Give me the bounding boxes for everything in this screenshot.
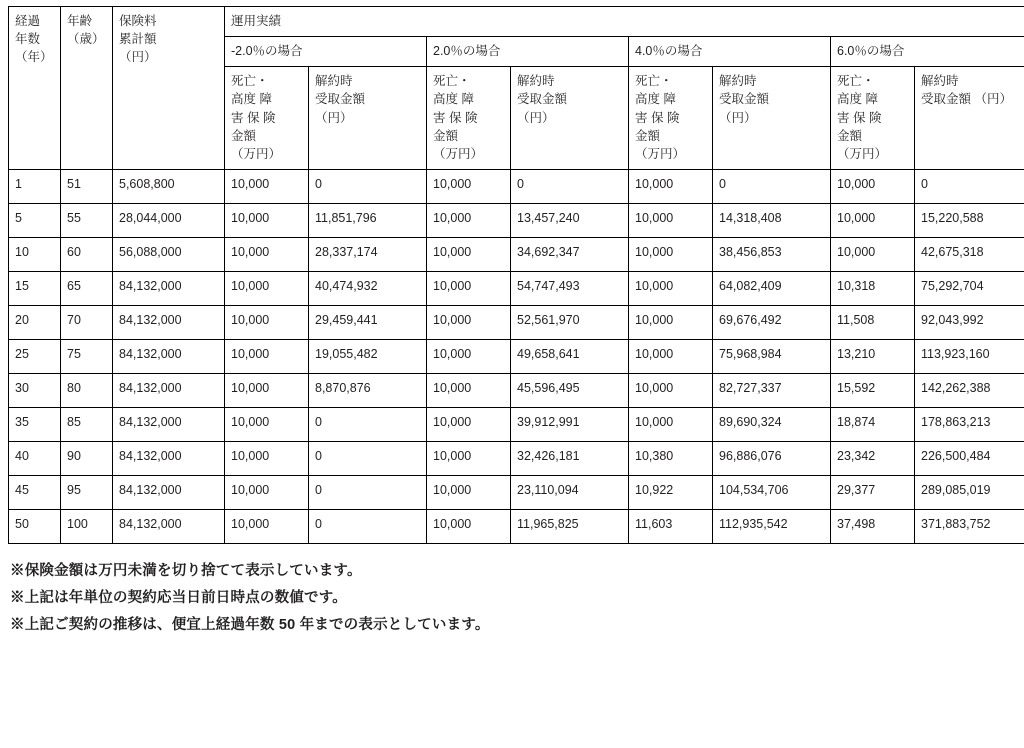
death-hdr-line3: 害 保 険 [635,110,680,125]
header-death-benefit-1 [225,67,309,170]
header-row-group [9,7,1024,37]
header-elapsed-years [9,7,61,170]
cell-surrender-value-1: 28,337,174 [309,237,427,271]
death-hdr-line2: 高度 障 [635,92,676,107]
header-elapsed-years-line2: 年数 [15,32,41,47]
cell-elapsed-years: 35 [9,407,61,441]
header-age [61,7,113,170]
table-row [9,169,1024,203]
cell-death-benefit-3: 10,000 [629,271,713,305]
death-hdr-line4: 金額 [837,128,863,143]
death-hdr-line2: 高度 障 [433,92,474,107]
header-scenario-4: 4.0％の場合 [629,37,831,67]
cell-surrender-value-1: 0 [309,475,427,509]
cell-death-benefit-4: 10,000 [831,169,915,203]
cell-surrender-value-1: 0 [309,441,427,475]
cell-surrender-value-1: 40,474,932 [309,271,427,305]
death-hdr-line2: 高度 障 [837,92,878,107]
cell-surrender-value-3: 14,318,408 [713,203,831,237]
table-row [9,509,1024,543]
cell-death-benefit-4: 10,000 [831,203,915,237]
cell-surrender-value-1: 0 [309,509,427,543]
death-hdr-line5: （万円） [433,146,484,161]
cell-death-benefit-1: 10,000 [225,373,309,407]
cell-surrender-value-2: 52,561,970 [511,305,629,339]
cell-surrender-value-2: 54,747,493 [511,271,629,305]
cell-surrender-value-3: 69,676,492 [713,305,831,339]
cell-death-benefit-3: 10,000 [629,373,713,407]
cell-premium-total: 84,132,000 [113,305,225,339]
table-body [9,169,1024,543]
cell-elapsed-years: 1 [9,169,61,203]
header-scenario-6: 6.0％の場合 [831,37,1024,67]
cell-surrender-value-4: 142,262,388 [915,373,1024,407]
cell-surrender-value-3: 82,727,337 [713,373,831,407]
header-premium-total [113,7,225,170]
cell-death-benefit-4: 11,508 [831,305,915,339]
cell-elapsed-years: 20 [9,305,61,339]
cell-premium-total: 84,132,000 [113,373,225,407]
cell-death-benefit-3: 10,000 [629,305,713,339]
table-row [9,339,1024,373]
table-row [9,373,1024,407]
table-row [9,305,1024,339]
cell-age: 80 [61,373,113,407]
table-row [9,237,1024,271]
note-1: ※保険金額は万円未満を切り捨てて表示しています。 [10,562,362,579]
cell-surrender-value-1: 11,851,796 [309,203,427,237]
surr-hdr-line3: （円） [719,110,757,125]
table-header [9,7,1024,170]
cell-age: 90 [61,441,113,475]
header-death-benefit-2 [427,67,511,170]
cell-surrender-value-3: 38,456,853 [713,237,831,271]
death-hdr-line1: 死亡・ [433,74,471,89]
death-hdr-line2: 高度 障 [231,92,272,107]
cell-surrender-value-4: 371,883,752 [915,509,1024,543]
cell-death-benefit-4: 10,000 [831,237,915,271]
cell-death-benefit-2: 10,000 [427,407,511,441]
cell-death-benefit-4: 37,498 [831,509,915,543]
cell-surrender-value-1: 19,055,482 [309,339,427,373]
cell-death-benefit-2: 10,000 [427,475,511,509]
cell-premium-total: 28,044,000 [113,203,225,237]
table-row [9,441,1024,475]
cell-surrender-value-2: 23,110,094 [511,475,629,509]
cell-death-benefit-4: 18,874 [831,407,915,441]
death-hdr-line3: 害 保 険 [837,110,882,125]
surr-hdr-line2: 受取金額 [921,92,972,107]
cell-surrender-value-1: 29,459,441 [309,305,427,339]
death-hdr-line4: 金額 [433,128,459,143]
cell-death-benefit-1: 10,000 [225,271,309,305]
cell-surrender-value-4: 289,085,019 [915,475,1024,509]
cell-surrender-value-4: 178,863,213 [915,407,1024,441]
death-hdr-line4: 金額 [635,128,661,143]
surr-hdr-line2: 受取金額 [719,92,770,107]
header-performance-group: 運用実績 [225,7,1024,37]
cell-surrender-value-4: 42,675,318 [915,237,1024,271]
cell-premium-total: 84,132,000 [113,475,225,509]
cell-death-benefit-2: 10,000 [427,203,511,237]
cell-premium-total: 84,132,000 [113,339,225,373]
cell-elapsed-years: 30 [9,373,61,407]
cell-death-benefit-1: 10,000 [225,509,309,543]
cell-age: 65 [61,271,113,305]
cell-death-benefit-1: 10,000 [225,441,309,475]
death-hdr-line1: 死亡・ [231,74,269,89]
cell-premium-total: 56,088,000 [113,237,225,271]
cell-death-benefit-2: 10,000 [427,509,511,543]
cell-surrender-value-3: 75,968,984 [713,339,831,373]
cell-surrender-value-2: 39,912,991 [511,407,629,441]
death-hdr-line5: （万円） [837,146,888,161]
cell-death-benefit-3: 10,000 [629,203,713,237]
cell-age: 95 [61,475,113,509]
cell-elapsed-years: 45 [9,475,61,509]
header-age-line2: （歳） [67,32,105,47]
header-surrender-value-3 [713,67,831,170]
cell-surrender-value-4: 15,220,588 [915,203,1024,237]
header-premium-line2: 累計額 [119,32,157,47]
cell-surrender-value-1: 8,870,876 [309,373,427,407]
header-elapsed-years-line1: 経過 [15,14,41,28]
notes-block [10,558,1018,638]
header-surrender-value-1 [309,67,427,170]
header-death-benefit-3 [629,67,713,170]
cell-death-benefit-1: 10,000 [225,203,309,237]
surr-hdr-line2: 受取金額 [517,92,568,107]
note-2: ※上記は年単位の契約応当日前日時点の数値です。 [10,589,347,606]
cell-death-benefit-3: 11,603 [629,509,713,543]
cell-surrender-value-3: 89,690,324 [713,407,831,441]
cell-age: 85 [61,407,113,441]
cell-premium-total: 5,608,800 [113,169,225,203]
cell-age: 55 [61,203,113,237]
header-premium-line1: 保険料 [119,14,157,28]
cell-death-benefit-1: 10,000 [225,475,309,509]
cell-death-benefit-2: 10,000 [427,339,511,373]
cell-surrender-value-4: 0 [915,169,1024,203]
cell-death-benefit-1: 10,000 [225,305,309,339]
death-hdr-line3: 害 保 険 [433,110,478,125]
cell-death-benefit-2: 10,000 [427,305,511,339]
cell-death-benefit-1: 10,000 [225,407,309,441]
cell-surrender-value-2: 0 [511,169,629,203]
cell-elapsed-years: 10 [9,237,61,271]
surr-hdr-line1: 解約時 [921,74,959,89]
cell-death-benefit-3: 10,000 [629,407,713,441]
death-hdr-line4: 金額 [231,128,257,143]
cell-premium-total: 84,132,000 [113,271,225,305]
cell-premium-total: 84,132,000 [113,441,225,475]
table-row [9,407,1024,441]
cell-surrender-value-2: 49,658,641 [511,339,629,373]
header-death-benefit-4 [831,67,915,170]
cell-surrender-value-4: 113,923,160 [915,339,1024,373]
cell-age: 70 [61,305,113,339]
death-hdr-line5: （万円） [635,146,686,161]
cell-surrender-value-2: 34,692,347 [511,237,629,271]
cell-death-benefit-3: 10,000 [629,237,713,271]
cell-death-benefit-2: 10,000 [427,271,511,305]
cell-death-benefit-2: 10,000 [427,373,511,407]
table-row [9,271,1024,305]
cell-surrender-value-4: 226,500,484 [915,441,1024,475]
death-hdr-line1: 死亡・ [837,74,875,89]
header-premium-line3: （円） [119,50,157,65]
cell-death-benefit-3: 10,922 [629,475,713,509]
cell-surrender-value-3: 112,935,542 [713,509,831,543]
cell-death-benefit-3: 10,000 [629,339,713,373]
cell-death-benefit-3: 10,380 [629,441,713,475]
cell-surrender-value-1: 0 [309,169,427,203]
cell-surrender-value-2: 32,426,181 [511,441,629,475]
header-scenario-2: 2.0％の場合 [427,37,629,67]
cell-surrender-value-4: 92,043,992 [915,305,1024,339]
cell-death-benefit-2: 10,000 [427,237,511,271]
surr-hdr-line1: 解約時 [315,74,353,89]
performance-table [8,6,1024,544]
cell-surrender-value-2: 45,596,495 [511,373,629,407]
header-surrender-value-4 [915,67,1024,170]
cell-elapsed-years: 50 [9,509,61,543]
cell-age: 75 [61,339,113,373]
surr-hdr-line1: 解約時 [517,74,555,89]
cell-surrender-value-2: 13,457,240 [511,203,629,237]
cell-premium-total: 84,132,000 [113,509,225,543]
cell-elapsed-years: 40 [9,441,61,475]
cell-premium-total: 84,132,000 [113,407,225,441]
cell-death-benefit-4: 15,592 [831,373,915,407]
cell-death-benefit-4: 10,318 [831,271,915,305]
death-hdr-line3: 害 保 険 [231,110,276,125]
cell-age: 60 [61,237,113,271]
cell-surrender-value-2: 11,965,825 [511,509,629,543]
cell-death-benefit-2: 10,000 [427,441,511,475]
surr-hdr-line2: 受取金額 [315,92,366,107]
cell-surrender-value-3: 104,534,706 [713,475,831,509]
surr-hdr-line1: 解約時 [719,74,757,89]
cell-surrender-value-3: 0 [713,169,831,203]
cell-elapsed-years: 5 [9,203,61,237]
cell-death-benefit-4: 13,210 [831,339,915,373]
cell-surrender-value-1: 0 [309,407,427,441]
header-elapsed-years-line3: （年） [15,50,53,65]
cell-surrender-value-3: 64,082,409 [713,271,831,305]
cell-surrender-value-4: 75,292,704 [915,271,1024,305]
cell-age: 100 [61,509,113,543]
cell-age: 51 [61,169,113,203]
table-row [9,203,1024,237]
cell-death-benefit-1: 10,000 [225,169,309,203]
surr-hdr-line3: （円） [315,110,353,125]
cell-death-benefit-4: 29,377 [831,475,915,509]
cell-surrender-value-3: 96,886,076 [713,441,831,475]
cell-death-benefit-2: 10,000 [427,169,511,203]
cell-death-benefit-3: 10,000 [629,169,713,203]
death-hdr-line1: 死亡・ [635,74,673,89]
note-3: ※上記ご契約の推移は、便宜上経過年数 50 年までの表示としています。 [10,616,490,633]
surr-hdr-line3: （円） [974,92,1013,107]
cell-elapsed-years: 25 [9,339,61,373]
death-hdr-line5: （万円） [231,146,282,161]
cell-death-benefit-1: 10,000 [225,237,309,271]
surr-hdr-line3: （円） [517,110,555,125]
cell-death-benefit-4: 23,342 [831,441,915,475]
cell-elapsed-years: 15 [9,271,61,305]
header-surrender-value-2 [511,67,629,170]
cell-death-benefit-1: 10,000 [225,339,309,373]
table-row [9,475,1024,509]
header-age-line1: 年齢 [67,14,93,28]
header-scenario-minus2: -2.0％の場合 [225,37,427,67]
